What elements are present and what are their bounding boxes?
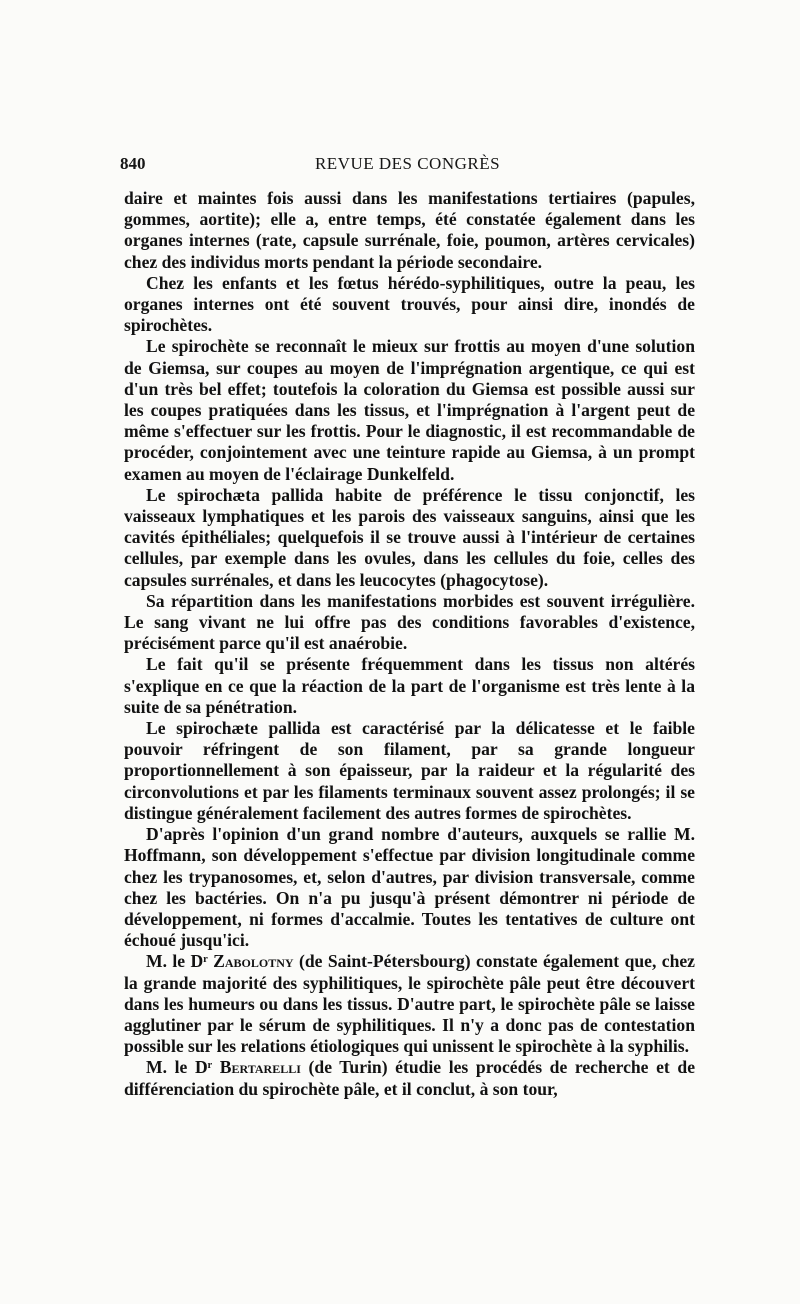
- paragraph: Le spirochæte pallida est caractérisé par la délicatesse et le faible pouvoir réfringent de son filament, par sa grande longueur proportionnellement à son épaisseur, par la raideur et la régularité des circonvolutions et par les filaments terminaux souvent assez prolongés; il se distingue généralement facilement des autres formes de spirochètes.: [124, 718, 695, 823]
- paragraph: [124, 951, 695, 1057]
- paragraph-text: (de Saint-Pétersbourg) constate également que, chez la grande majorité des syphilitiques, le spirochète pâle peut être découvert dans les humeurs ou dans les tissus. D'autre part, le spirochète pâle se laisse agglutiner par le sérum de syphilitiques. Il n'y a donc pas de contestation possible sur les relations étiologiques qui unissent le spirochète à la syphilis.: [124, 951, 695, 1057]
- author-prefix: M. le Dʳ: [146, 951, 208, 972]
- author-name: Zabolotny: [213, 951, 294, 972]
- author-name: Bertarelli: [219, 1057, 301, 1078]
- paragraph: [124, 1057, 695, 1099]
- paragraph: Sa répartition dans les manifestations morbides est souvent irrégulière. Le sang vivant ne lui offre pas des conditions favorables d'existence, précisément parce qu'il est anaérobie.: [124, 590, 695, 654]
- paragraph: Le fait qu'il se présente fréquemment dans les tissus non altérés s'explique en ce que la réaction de la part de l'organisme est très lente à la suite de sa pénétration.: [124, 654, 695, 717]
- paragraph: Le spirochæta pallida habite de préférence le tissu conjonctif, les vaisseaux lymphatiques et les parois des vaisseaux sanguins, ainsi que les cavités épithéliales; quelquefois il se trouve aussi à l'intérieur de certaines cellules, par exemple dans les ovules, dans les cellules du foie, celles des capsules surrénales, et dans les leucocytes (phagocytose).: [124, 484, 695, 590]
- running-head: [120, 151, 695, 177]
- body-text: [124, 188, 695, 1100]
- paragraph: daire et maintes fois aussi dans les manifestations tertiaires (papules, gommes, aortite); elle a, entre temps, été constatée également dans les organes internes (rate, capsule surrénale, foie, poumon, artères cervicales) chez des individus morts pendant la période secondaire.: [124, 188, 695, 272]
- paragraph: D'après l'opinion d'un grand nombre d'auteurs, auxquels se rallie M. Hoffmann, son développement s'effectue par division longitudinale comme chez les trypanosomes, et, selon d'autres, par division transversale, comme chez les bactéries. On n'a pu jusqu'à présent démontrer ni période de développement, ni formes d'accalmie. Toutes les tentatives de culture ont échoué jusqu'ici.: [124, 824, 695, 951]
- journal-title: REVUE DES CONGRÈS: [314, 154, 501, 173]
- author-prefix: M. le Dʳ: [146, 1057, 213, 1078]
- paragraph: Le spirochète se reconnaît le mieux sur frottis au moyen d'une solution de Giemsa, sur coupes au moyen de l'imprégnation argentique, ce qui est d'un très bel effet; toutefois la coloration du Giemsa est possible aussi sur les coupes pratiquées dans les tissus, et l'imprégnation à l'argent peut de même s'effectuer sur les frottis. Pour le diagnostic, il est recommandable de procéder, conjointement avec une teinture rapide au Giemsa, à un prompt examen au moyen de l'éclairage Dunkelfeld.: [124, 336, 695, 484]
- page-number: 840: [120, 154, 146, 173]
- paragraph-text: (de Turin) étudie les procédés de recherche et de différenciation du spirochète pâle, et il conclut, à son tour,: [124, 1057, 695, 1099]
- paragraph: Chez les enfants et les fœtus hérédo-syphilitiques, outre la peau, les organes internes ont été souvent trouvés, pour ainsi dire, inondés de spirochètes.: [124, 272, 695, 336]
